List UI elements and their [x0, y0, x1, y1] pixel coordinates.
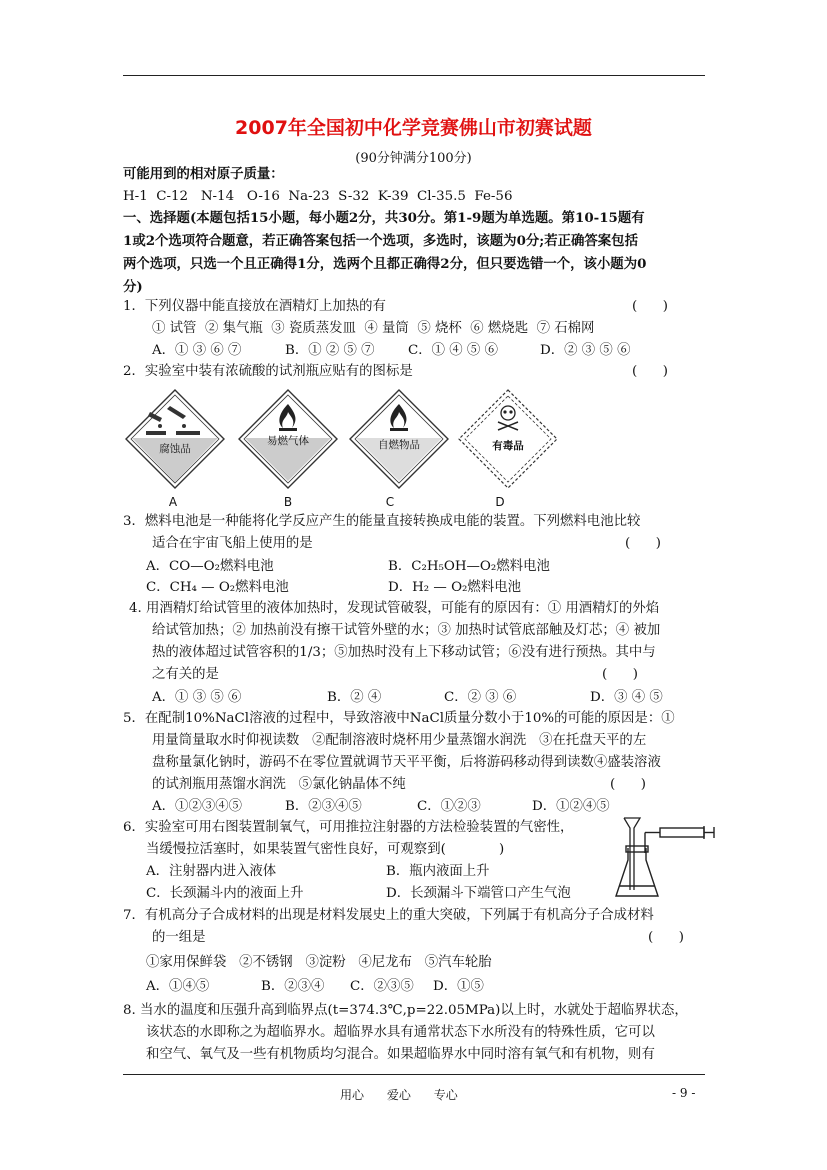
sign-c-label: 自燃物品: [378, 439, 420, 451]
flammable-gas-sign: [239, 390, 337, 488]
q2-stem: 2．实验室中装有浓硫酸的试剂瓶应贴有的图标是: [123, 364, 413, 379]
sign-b-letter: B: [283, 495, 293, 509]
section-intro-line: 两个选项，只选一个且正确得1分，选两个且都正确得2分，但只要选错一个，该小题为0: [123, 256, 647, 272]
q4-option-d: D．③ ④ ⑤: [590, 690, 663, 705]
q3-option-b: B．C₂H₅OH—O₂燃料电池: [388, 559, 550, 574]
q7-option-c: C．②③⑤: [350, 979, 414, 994]
q1-stem: 1．下列仪器中能直接放在酒精灯上加热的有: [123, 299, 386, 314]
toxic-sign: [459, 390, 557, 488]
q3-option-a: A．CO—O₂燃料电池: [146, 559, 274, 574]
q6-option-d: D．长颈漏斗下端管口产生气泡: [386, 886, 571, 901]
q7-items: ①家用保鲜袋 ②不锈钢 ③淀粉 ④尼龙布 ⑤汽车轮胎: [146, 955, 492, 970]
page-title: 2007年全国初中化学竞赛佛山市初赛试题: [235, 117, 592, 139]
page-subtitle: (90分钟满分100分): [355, 151, 472, 166]
q1-option-a: A．① ③ ⑥ ⑦: [152, 343, 242, 358]
q5-answer-paren: ( ): [610, 777, 646, 792]
q5-option-d: D．①②④⑤: [532, 799, 610, 814]
sign-a-letter: A: [168, 495, 178, 509]
flask-icon: [616, 846, 658, 896]
q2-answer-paren: ( ): [632, 364, 668, 379]
q4-line: 之有关的是: [152, 667, 219, 682]
q6-option-c: C．长颈漏斗内的液面上升: [146, 886, 304, 901]
corrosive-sign: [126, 390, 224, 488]
q7-line: 7．有机高分子合成材料的出现是材料发展史上的重大突破，下列属于有机高分子合成材料: [123, 908, 654, 923]
q1-option-c: C．① ④ ⑤ ⑥: [408, 343, 498, 358]
q1-option-b: B．① ② ⑤ ⑦: [285, 343, 375, 358]
spontaneous-combustion-sign: [350, 390, 448, 488]
q7-option-d: D．①⑤: [433, 979, 484, 994]
q5-option-b: B．②③④⑤: [285, 799, 362, 814]
q5-option-a: A．①②③④⑤: [152, 799, 243, 814]
q5-line: 盘称量氯化钠时，游码不在零位置就调节天平平衡，后将游码移动得到读数④盛装溶液: [152, 755, 661, 770]
oxygen-apparatus-diagram: [610, 808, 720, 908]
q6-line: 6．实验室可用右图装置制氧气，可用推拉注射器的方法检验装置的气密性，: [123, 820, 574, 835]
section-intro-line: 分): [123, 279, 143, 295]
atomic-masses: H-1 C-12 N-14 O-16 Na-23 S-32 K-39 Cl-35.5 Fe-56: [123, 189, 513, 204]
q8-line: 该状态的水即称之为超临界水。超临界水具有通常状态下水所没有的特殊性质，它可以: [146, 1025, 655, 1040]
syringe-icon: [645, 826, 714, 853]
q1-answer-paren: ( ): [632, 299, 668, 314]
sign-d-letter: D: [495, 495, 505, 509]
q8-line: 和空气、氧气及一些有机物质均匀混合。如果超临界水中同时溶有氧气和有机物，则有: [146, 1047, 655, 1062]
q5-line: 5．在配制10%NaCl溶液的过程中，导致溶液中NaCl质量分数小于10%的可能的原因是：①: [123, 711, 675, 726]
q4-option-b: B．② ④: [327, 690, 382, 705]
q4-line: 给试管加热；② 加热前没有擦干试管外壁的水；③ 加热时试管底部触及灯芯；④ 被加: [152, 623, 661, 638]
q6-option-a: A．注射器内进入液体: [146, 864, 277, 879]
q4-option-a: A．① ③ ⑤ ⑥: [152, 690, 242, 705]
q5-line: 的试剂瓶用蒸馏水润洗 ⑤氯化钠晶体不纯: [152, 777, 406, 792]
q3-stem-2: 适合在宇宙飞船上使用的是: [152, 536, 313, 551]
bottom-rule: [123, 1074, 705, 1075]
q4-line: 热的液体超过试管容积的1/3；⑤加热时没有上下移动试管；⑥没有进行预热。其中与: [152, 645, 656, 660]
atomic-header: 可能用到的相对原子质量：: [123, 166, 284, 182]
section-intro-line: 1或2个选项符合题意，若正确答案包括一个选项，多选时，该题为0分;若正确答案包括: [123, 233, 638, 249]
q5-option-c: C．①②③: [417, 799, 481, 814]
sign-c-letter: C: [385, 495, 395, 509]
footer-motto: 用心 爱心 专心: [340, 1088, 458, 1102]
q3-stem: 3．燃料电池是一种能将化学反应产生的能量直接转换成电能的装置。下列燃料电池比较: [123, 514, 641, 529]
q7-option-a: A．①④⑤: [146, 979, 210, 994]
q8-line: 8. 当水的温度和压强升高到临界点(t=374.3℃,p=22.05MPa)以上时，水就处于超临界状态，: [123, 1003, 688, 1018]
q6-paren-close: ): [499, 842, 505, 857]
sign-d-label: 有毒品: [492, 440, 524, 452]
q1-option-d: D．② ③ ⑤ ⑥: [540, 343, 631, 358]
q5-line: 用量筒量取水时仰视读数 ②配制溶液时烧杯用少量蒸馏水润洗 ③在托盘天平的左: [152, 733, 647, 748]
q3-option-d: D．H₂ — O₂燃料电池: [388, 580, 521, 595]
q6-line: 当缓慢拉活塞时，如果装置气密性良好，可观察到(: [146, 842, 446, 857]
q6-option-b: B．瓶内液面上升: [386, 864, 490, 879]
q3-answer-paren: ( ): [625, 536, 661, 551]
q3-option-c: C．CH₄ — O₂燃料电池: [146, 580, 289, 595]
funnel-icon: [624, 818, 640, 890]
top-rule: [123, 75, 705, 76]
q4-line: 4. 用酒精灯给试管里的液体加热时，发现试管破裂，可能有的原因有：① 用酒精灯的外焰: [129, 601, 660, 616]
q7-answer-paren: ( ): [648, 930, 684, 945]
q1-items: ① 试管 ② 集气瓶 ③ 瓷质蒸发皿 ④ 量筒 ⑤ 烧杯 ⑥ 燃烧匙 ⑦ 石棉网: [152, 321, 595, 336]
q7-option-b: B．②③④: [261, 979, 325, 994]
hazard-signs: [0, 382, 827, 522]
q7-line: 的一组是: [152, 930, 206, 945]
q4-option-c: C．② ③ ⑥: [444, 690, 517, 705]
sign-b-label: 易燃气体: [267, 435, 309, 447]
page-number: - 9 -: [672, 1086, 696, 1100]
sign-a-label: 腐蚀品: [159, 443, 191, 455]
q4-answer-paren: ( ): [602, 667, 638, 682]
section-intro-line: 一、选择题(本题包括15小题，每小题2分，共30分。第1-9题为单选题。第10-15题有: [123, 210, 645, 226]
